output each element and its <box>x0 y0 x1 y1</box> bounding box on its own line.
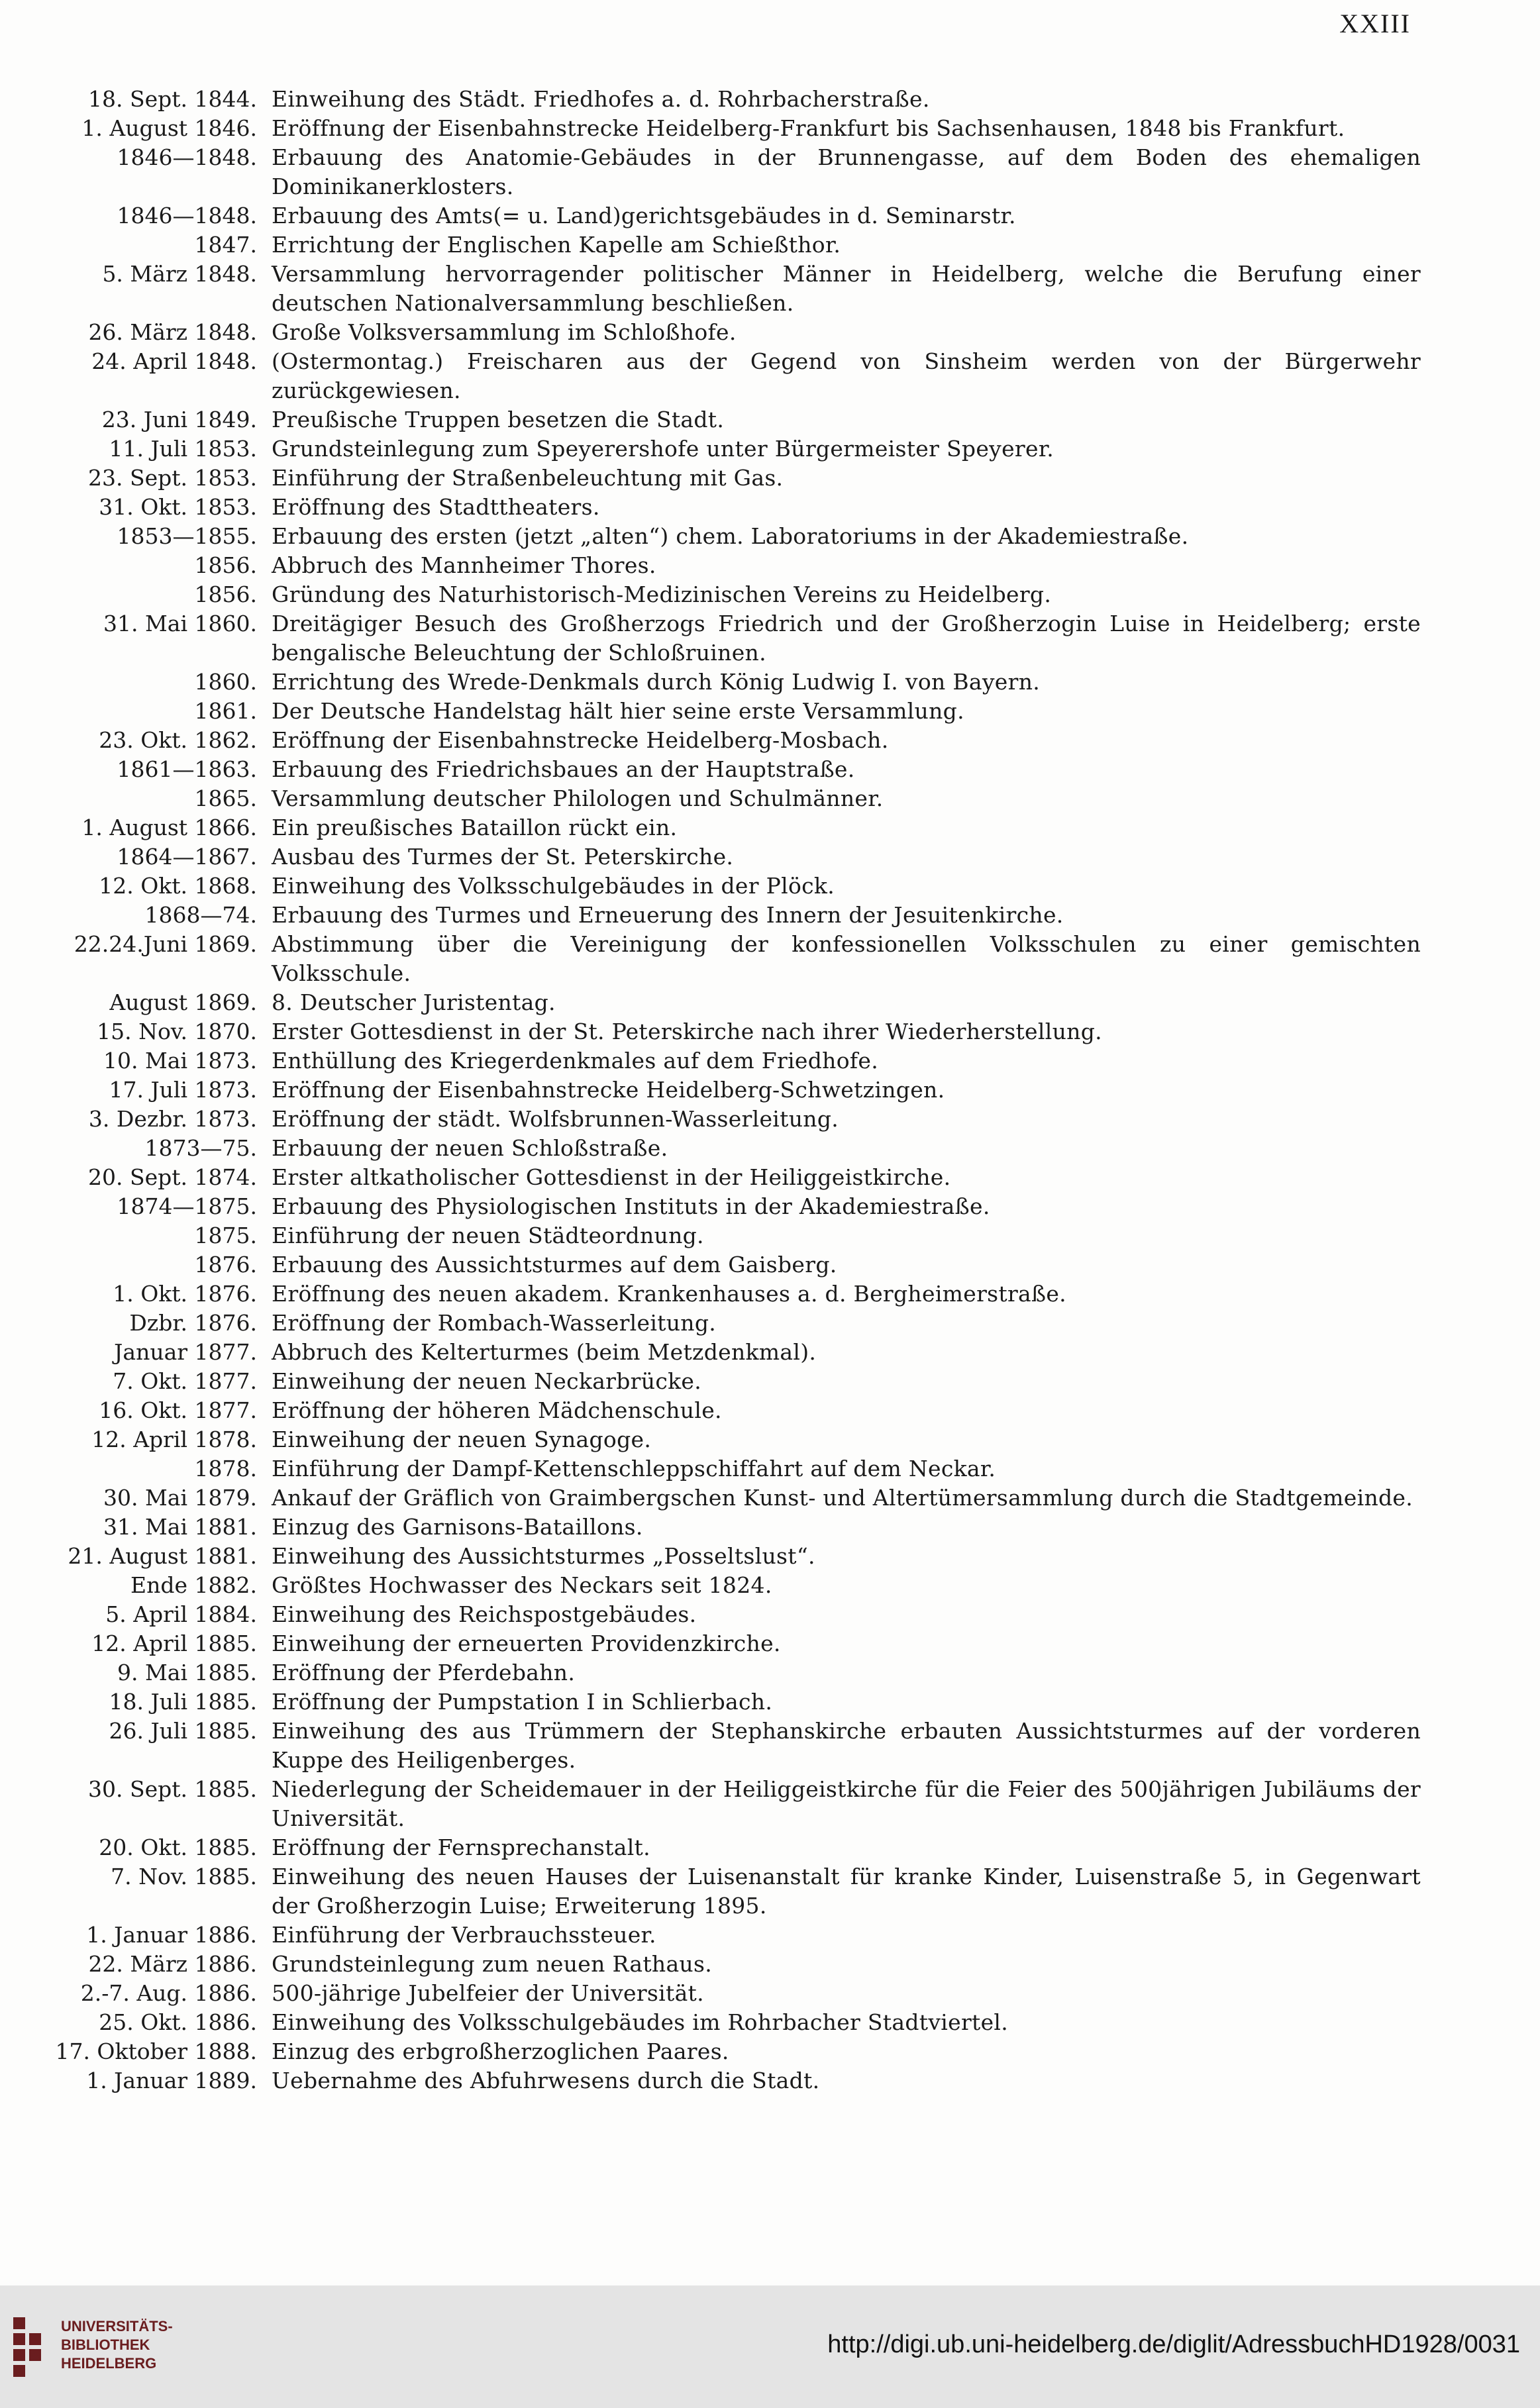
chronicle-entry <box>0 2008 1540 2037</box>
entry-text: (Ostermontag.) Freischaren aus der Gegend von Sinsheim werden von der Bürgerwehr zurückgewiesen. <box>272 348 1421 403</box>
entry-text: Einweihung der erneuerten Providenzkirche. <box>272 1630 781 1656</box>
entry-date: 31. Mai 1860. <box>103 611 257 636</box>
entry-date: 1876. <box>194 1252 257 1278</box>
entry-date: 1868—74. <box>144 902 257 928</box>
chronicle-entry <box>0 1950 1540 1979</box>
chronicle-entry <box>0 580 1540 609</box>
entry-date: Dzbr. 1876. <box>129 1310 257 1336</box>
entry-date: 1853—1855. <box>117 523 257 549</box>
entry-date: 1. August 1866. <box>81 815 257 840</box>
entry-date: 9. Mai 1885. <box>117 1660 257 1685</box>
chronicle-entry <box>0 434 1540 464</box>
chronicle-entry <box>0 2037 1540 2066</box>
chronicle-entry <box>0 1687 1540 1717</box>
library-name <box>61 2317 173 2373</box>
footer-bar <box>0 2285 1540 2408</box>
chronicle-entry <box>0 1979 1540 2008</box>
chronicle-entry <box>0 318 1540 347</box>
chronicle-entry <box>0 842 1540 872</box>
chronicle-entry <box>0 1046 1540 1076</box>
chronicle-entry <box>0 1396 1540 1425</box>
entry-text: Niederlegung der Scheidemauer in der Heiliggeistkirche für die Feier des 500jährigen Jubiläums der Universität. <box>272 1776 1421 1831</box>
entry-text: Errichtung des Wrede-Denkmals durch König Ludwig I. von Bayern. <box>272 669 1041 695</box>
entry-date: 26. März 1848. <box>88 319 257 345</box>
entry-date: 3. Dezbr. 1873. <box>88 1106 257 1132</box>
entry-text: Erbauung der neuen Schloßstraße. <box>272 1135 668 1161</box>
entry-date: 18. Juli 1885. <box>109 1689 257 1715</box>
entry-text: Einweihung des Volksschulgebäudes in der Plöck. <box>272 873 835 899</box>
entry-date: 24. April 1848. <box>91 348 257 374</box>
chronicle-entry <box>0 1483 1540 1513</box>
chronicle-entry <box>0 114 1540 143</box>
entry-text: Große Volksversammlung im Schloßhofe. <box>272 319 737 345</box>
entry-date: 30. Sept. 1885. <box>88 1776 257 1802</box>
library-name-line: BIBLIOTHEK <box>61 2336 150 2353</box>
entry-text: Einführung der Dampf-Kettenschleppschiffahrt auf dem Neckar. <box>272 1456 996 1481</box>
chronicle-entry <box>0 1921 1540 1950</box>
entry-date: Ende 1882. <box>130 1572 257 1598</box>
entry-text: Eröffnung der Rombach-Wasserleitung. <box>272 1310 717 1336</box>
entry-text: Der Deutsche Handelstag hält hier seine erste Versammlung. <box>272 698 964 724</box>
entry-text: Ein preußisches Bataillon rückt ein. <box>272 815 678 840</box>
entry-date: 1847. <box>194 232 257 258</box>
entry-text: Größtes Hochwasser des Neckars seit 1824. <box>272 1572 772 1598</box>
entry-text: Gründung des Naturhistorisch-Medizinischen Vereins zu Heidelberg. <box>272 581 1052 607</box>
entry-date: 23. Juni 1849. <box>101 407 257 432</box>
entry-text: Abbruch des Kelterturmes (beim Metzdenkmal). <box>272 1339 817 1365</box>
chronicle-entry <box>0 260 1540 318</box>
chronicle-entry <box>0 493 1540 522</box>
entry-text: Einweihung des Städt. Friedhofes a. d. Rohrbacherstraße. <box>272 86 930 112</box>
chronicle-entry <box>0 1309 1540 1338</box>
chronicle-entry <box>0 1513 1540 1542</box>
entry-text: Ankauf der Gräflich von Graimbergschen Kunst- und Altertümersammlung durch die Stadtgemeinde. <box>272 1485 1413 1511</box>
entry-date: 17. Juli 1873. <box>109 1077 257 1103</box>
entry-date: 23. Okt. 1862. <box>99 727 257 753</box>
chronicle-entry <box>0 1134 1540 1163</box>
entry-date: 1. Januar 1886. <box>86 1922 257 1948</box>
entry-text: Einführung der Straßenbeleuchtung mit Gas. <box>272 465 784 491</box>
entry-text: Eröffnung der Eisenbahnstrecke Heidelberg-Frankfurt bis Sachsenhausen, 1848 bis Frankfurt. <box>272 115 1345 141</box>
entry-text: Eröffnung des Stadttheaters. <box>272 494 600 520</box>
entry-date: 1. August 1846. <box>81 115 257 141</box>
entry-date: 1846—1848. <box>117 203 257 228</box>
entry-date: 1846—1848. <box>117 144 257 170</box>
chronicle-entry <box>0 143 1540 201</box>
entry-date: 12. April 1885. <box>91 1630 257 1656</box>
chronicle-entry <box>0 1542 1540 1571</box>
entry-text: Eröffnung des neuen akadem. Krankenhauses a. d. Bergheimerstraße. <box>272 1281 1066 1307</box>
entry-date: 20. Sept. 1874. <box>88 1164 257 1190</box>
chronicle-entry <box>0 1367 1540 1396</box>
entry-date: 1864—1867. <box>117 844 257 870</box>
chronicle-entry <box>0 609 1540 668</box>
entry-text: Ausbau des Turmes der St. Peterskirche. <box>272 844 734 870</box>
entry-date: 17. Oktober 1888. <box>55 2038 257 2064</box>
entry-date: 1873—75. <box>144 1135 257 1161</box>
entry-date: 1875. <box>194 1223 257 1248</box>
chronicle-entry <box>0 464 1540 493</box>
chronicle-entry <box>0 1192 1540 1221</box>
chronicle-entry <box>0 201 1540 230</box>
entry-date: 20. Okt. 1885. <box>99 1834 257 1860</box>
chronicle-entry <box>0 1571 1540 1600</box>
chronicle-entry <box>0 1425 1540 1454</box>
entry-text: Erster Gottesdienst in der St. Peterskirche nach ihrer Wiederherstellung. <box>272 1019 1102 1044</box>
entry-date: August 1869. <box>109 989 257 1015</box>
entry-date: 31. Okt. 1853. <box>99 494 257 520</box>
entry-text: 8. Deutscher Juristentag. <box>272 989 556 1015</box>
chronicle-entry <box>0 1775 1540 1833</box>
chronicle-entry <box>0 85 1540 114</box>
entry-date: Januar 1877. <box>114 1339 257 1365</box>
page-number: XXIII <box>1339 9 1411 38</box>
entry-text: Enthüllung des Kriegerdenkmales auf dem Friedhofe. <box>272 1048 879 1074</box>
entry-date: 1865. <box>194 785 257 811</box>
entry-date: 1861. <box>194 698 257 724</box>
entry-date: 1. Okt. 1876. <box>113 1281 257 1307</box>
library-name-line: UNIVERSITÄTS- <box>61 2318 173 2334</box>
entry-text: Eröffnung der höheren Mädchenschule. <box>272 1397 722 1423</box>
chronicle-entry <box>0 1833 1540 1862</box>
entry-text: Eröffnung der Fernsprechanstalt. <box>272 1834 650 1860</box>
entry-date: 5. März 1848. <box>102 261 257 287</box>
chronicle-entry <box>0 1221 1540 1250</box>
chronicle-entry <box>0 697 1540 726</box>
chronicle-entry <box>0 551 1540 580</box>
chronicle-entry <box>0 1105 1540 1134</box>
entry-date: 23. Sept. 1853. <box>88 465 257 491</box>
entry-date: 11. Juli 1853. <box>109 436 257 462</box>
entry-date: 30. Mai 1879. <box>103 1485 257 1511</box>
entry-text: Erbauung des ersten (jetzt „alten“) chem. Laboratoriums in der Akademiestraße. <box>272 523 1189 549</box>
chronicle-entry <box>0 1279 1540 1309</box>
chronicle-entry <box>0 1163 1540 1192</box>
entry-date: 1878. <box>194 1456 257 1481</box>
entry-date: 16. Okt. 1877. <box>99 1397 257 1423</box>
entry-text: Erster altkatholischer Gottesdienst in der Heiliggeistkirche. <box>272 1164 951 1190</box>
entry-text: Einführung der Verbrauchssteuer. <box>272 1922 656 1948</box>
chronicle-entry <box>0 1454 1540 1483</box>
entry-text: Dreitägiger Besuch des Großherzogs Friedrich und der Großherzogin Luise in Heidelberg; erste bengalische Beleuchtung der Schloßruinen. <box>272 611 1421 666</box>
entry-text: Abbruch des Mannheimer Thores. <box>272 552 656 578</box>
chronicle-entry <box>0 1338 1540 1367</box>
entry-date: 7. Okt. 1877. <box>113 1368 257 1394</box>
chronicle-entry <box>0 230 1540 260</box>
entry-date: 12. April 1878. <box>91 1427 257 1452</box>
entry-date: 1. Januar 1889. <box>86 2068 257 2093</box>
entry-text: Versammlung deutscher Philologen und Schulmänner. <box>272 785 884 811</box>
entry-date: 10. Mai 1873. <box>103 1048 257 1074</box>
entry-date: 31. Mai 1881. <box>103 1514 257 1540</box>
chronicle-entry <box>0 988 1540 1017</box>
entry-text: Einweihung der neuen Synagoge. <box>272 1427 652 1452</box>
page-header <box>0 8 1540 48</box>
entry-text: Eröffnung der Pferdebahn. <box>272 1660 576 1685</box>
chronicle-entry <box>0 668 1540 697</box>
entry-date: 2.-7. Aug. 1886. <box>80 1980 257 2006</box>
chronicle-entry <box>0 1658 1540 1687</box>
entry-date: 1874—1875. <box>117 1193 257 1219</box>
entry-text: Erbauung des Turmes und Erneuerung des Innern der Jesuitenkirche. <box>272 902 1064 928</box>
chronicle-entry <box>0 726 1540 755</box>
entry-date: 22. März 1886. <box>88 1951 257 1977</box>
entry-text: Einführung der neuen Städteordnung. <box>272 1223 704 1248</box>
chronicle-entry <box>0 930 1540 988</box>
entry-text: Einweihung des neuen Hauses der Luisenanstalt für kranke Kinder, Luisenstraße 5, in Gegenwart der Großherzogin Luise; Erweiterung 1895. <box>272 1864 1421 1919</box>
chronicle-entry <box>0 1250 1540 1279</box>
entry-date: 1860. <box>194 669 257 695</box>
library-logo[interactable] <box>12 2311 173 2383</box>
entry-text: Einzug des erbgroßherzoglichen Paares. <box>272 2038 729 2064</box>
chronicle-entry <box>0 405 1540 434</box>
entry-text: Eröffnung der Pumpstation I in Schlierbach. <box>272 1689 773 1715</box>
chronicle-entry <box>0 1017 1540 1046</box>
entry-date: 21. August 1881. <box>68 1543 257 1569</box>
entry-text: Eröffnung der Eisenbahnstrecke Heidelberg-Schwetzingen. <box>272 1077 945 1103</box>
chronicle-entry <box>0 784 1540 813</box>
entry-text: Einweihung des aus Trümmern der Stephanskirche erbauten Aussichtsturmes auf der vorderen Kuppe des Heiligenberges. <box>272 1718 1421 1773</box>
entry-text: Eröffnung der Eisenbahnstrecke Heidelberg-Mosbach. <box>272 727 889 753</box>
entry-date: 1856. <box>194 552 257 578</box>
entry-text: Abstimmung über die Vereinigung der konfessionellen Volksschulen zu einer gemischten Volksschule. <box>272 931 1421 986</box>
chronicle-entry <box>0 813 1540 842</box>
entry-text: 500-jährige Jubelfeier der Universität. <box>272 1980 704 2006</box>
entry-date: 1861—1863. <box>117 756 257 782</box>
entry-text: Einzug des Garnisons-Bataillons. <box>272 1514 643 1540</box>
entry-date: 1856. <box>194 581 257 607</box>
library-name-line: HEIDELBERG <box>61 2355 157 2372</box>
entry-date: 15. Nov. 1870. <box>97 1019 257 1044</box>
entry-text: Grundsteinlegung zum neuen Rathaus. <box>272 1951 713 1977</box>
entry-text: Erbauung des Friedrichsbaues an der Hauptstraße. <box>272 756 855 782</box>
entry-text: Errichtung der Englischen Kapelle am Schießthor. <box>272 232 841 258</box>
chronicle-entry <box>0 1629 1540 1658</box>
entry-text: Erbauung des Amts(= u. Land)gerichtsgebäudes in d. Seminarstr. <box>272 203 1016 228</box>
entry-date: 22.24.Juni 1869. <box>74 931 257 957</box>
entry-text: Erbauung des Physiologischen Instituts in der Akademiestraße. <box>272 1193 990 1219</box>
entry-text: Grundsteinlegung zum Speyerershofe unter Bürgermeister Speyerer. <box>272 436 1054 462</box>
entry-text: Erbauung des Aussichtsturmes auf dem Gaisberg. <box>272 1252 837 1278</box>
entry-text: Einweihung des Volksschulgebäudes im Rohrbacher Stadtviertel. <box>272 2009 1009 2035</box>
entry-text: Versammlung hervorragender politischer Männer in Heidelberg, welche die Berufung einer deutschen Nationalversammlung beschließen. <box>272 261 1421 316</box>
chronicle-entry <box>0 522 1540 551</box>
chronicle-entry <box>0 901 1540 930</box>
chronicle-entry <box>0 872 1540 901</box>
chronicle-entry <box>0 2066 1540 2095</box>
entry-text: Einweihung des Aussichtsturmes „Posseltslust“. <box>272 1543 815 1569</box>
chronicle-entry <box>0 347 1540 405</box>
chronicle-list <box>0 85 1540 2095</box>
chronicle-entry <box>0 1862 1540 1921</box>
chronicle-entry <box>0 1076 1540 1105</box>
entry-date: 7. Nov. 1885. <box>111 1864 257 1889</box>
entry-date: 12. Okt. 1868. <box>99 873 257 899</box>
entry-text: Einweihung der neuen Neckarbrücke. <box>272 1368 702 1394</box>
entry-date: 18. Sept. 1844. <box>88 86 257 112</box>
source-url-link[interactable]: http://digi.ub.uni-heidelberg.de/diglit/AdressbuchHD1928/0031 <box>827 2331 1520 2358</box>
entry-date: 25. Okt. 1886. <box>99 2009 257 2035</box>
entry-date: 5. April 1884. <box>105 1601 257 1627</box>
library-seal-icon <box>12 2316 50 2378</box>
chronicle-entry <box>0 755 1540 784</box>
entry-text: Eröffnung der städt. Wolfsbrunnen-Wasserleitung. <box>272 1106 839 1132</box>
chronicle-entry <box>0 1717 1540 1775</box>
entry-text: Uebernahme des Abfuhrwesens durch die Stadt. <box>272 2068 820 2093</box>
chronicle-entry <box>0 1600 1540 1629</box>
entry-text: Erbauung des Anatomie-Gebäudes in der Brunnengasse, auf dem Boden des ehemaligen Dominikanerklosters. <box>272 144 1421 199</box>
entry-date: 26. Juli 1885. <box>109 1718 257 1744</box>
entry-text: Preußische Truppen besetzen die Stadt. <box>272 407 725 432</box>
entry-text: Einweihung des Reichspostgebäudes. <box>272 1601 697 1627</box>
